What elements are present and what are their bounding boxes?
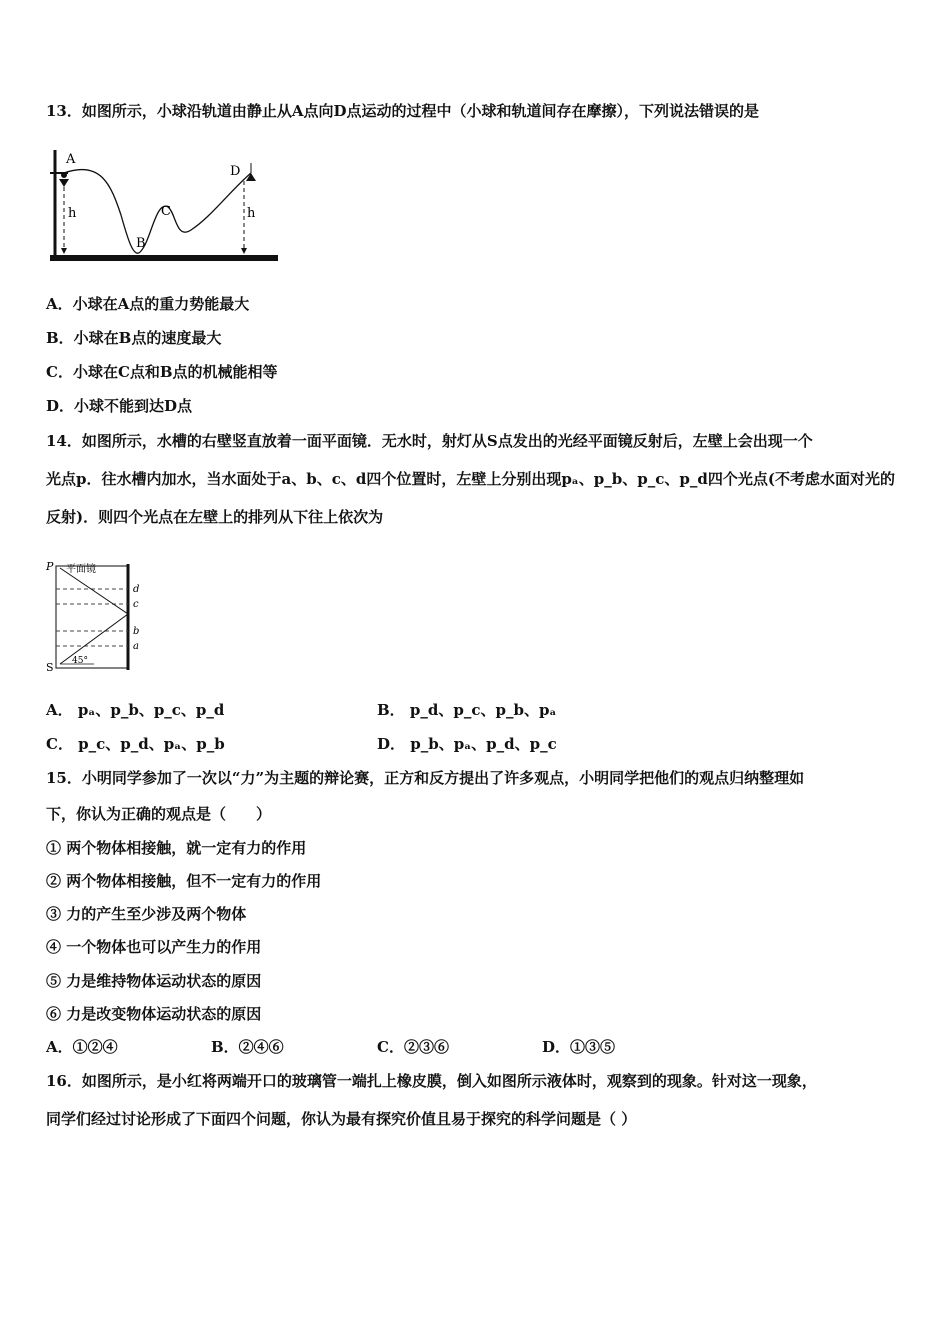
q15-item-6: ⑥ 力是改变物体运动状态的原因 [46, 1005, 262, 1023]
label-h-left: h [68, 206, 77, 221]
q13-option-a: A．小球在A点的重力势能最大 [46, 295, 250, 313]
q14-option-c: C． p_c、p_d、pₐ、p_b [46, 735, 225, 753]
q16-stem-line-1: 16．如图所示，是小红将两端开口的玻璃管一端扎上橡皮膜，倒入如图所示液体时，观察到的现象。针对这一现象， [46, 1072, 817, 1090]
label-mirror: 平面镜 [66, 564, 96, 575]
q15-stem-line-1: 15．小明同学参加了一次以“力”为主题的辩论赛，正方和反方提出了许多观点，小明同学把他们的观点归纳整理如 [46, 769, 805, 787]
base-plate [50, 255, 278, 261]
label-b: b [133, 626, 140, 637]
q14-option-a: A． pₐ、p_b、p_c、p_d [46, 701, 225, 719]
label-a: A [66, 152, 76, 167]
q13-track-figure [46, 145, 286, 270]
q15-item-1: ① 两个物体相接触，就一定有力的作用 [46, 839, 307, 857]
q15-item-3: ③ 力的产生至少涉及两个物体 [46, 905, 247, 923]
q13-option-d: D．小球不能到达D点 [46, 397, 193, 415]
incident-ray [60, 614, 128, 664]
q14-stem-line-1: 14．如图所示，水槽的右壁竖直放着一面平面镜．无水时，射灯从S点发出的光经平面镜反射后，左壁上会出现一个 [46, 432, 813, 450]
q15-option-a: A．①②④ [46, 1038, 118, 1056]
label-c: c [133, 599, 139, 610]
label-d: D [230, 164, 241, 179]
q13-stem: 13．如图所示，小球沿轨道由静止从A点向D点运动的过程中（小球和轨道间存在摩擦），下列说法错误的是 [46, 102, 760, 120]
q16-stem-line-2: 同学们经过讨论形成了下面四个问题，你认为最有探究价值且易于探究的科学问题是（ ） [46, 1110, 637, 1128]
q15-option-c: C．②③⑥ [377, 1038, 449, 1056]
label-p: P [46, 560, 54, 573]
label-b: B [136, 236, 146, 251]
q15-item-4: ④ 一个物体也可以产生力的作用 [46, 938, 262, 956]
q13-option-c: C．小球在C点和B点的机械能相等 [46, 363, 278, 381]
tank [56, 566, 128, 668]
label-c: C [161, 204, 171, 219]
q14-stem-line-2: 光点p．往水槽内加水，当水面处于a、b、c、d四个位置时，左壁上分别出现pₐ、p_b、p_c、p_d四个光点(不考虑水面对光的 [46, 470, 895, 488]
label-h-right: h [247, 206, 256, 221]
label-s: S [46, 661, 54, 674]
q14-option-b: B． p_d、p_c、p_b、pₐ [377, 701, 557, 719]
label-angle: 45° [72, 656, 88, 666]
q15-item-5: ⑤ 力是维持物体运动状态的原因 [46, 972, 262, 990]
q14-stem-line-3: 反射)．则四个光点在左壁上的排列从下往上依次为 [46, 508, 384, 526]
q15-option-d: D．①③⑤ [542, 1038, 616, 1056]
track-curve [64, 169, 251, 253]
q15-option-b: B．②④⑥ [211, 1038, 284, 1056]
label-a: a [133, 641, 139, 652]
q15-item-2: ② 两个物体相接触，但不一定有力的作用 [46, 872, 322, 890]
q14-mirror-figure [44, 556, 154, 676]
q13-option-b: B．小球在B点的速度最大 [46, 329, 222, 347]
label-d: d [133, 584, 140, 595]
q14-option-d: D． p_b、pₐ、p_d、p_c [377, 735, 557, 753]
q15-stem-line-2: 下，你认为正确的观点是（ ） [46, 805, 272, 823]
